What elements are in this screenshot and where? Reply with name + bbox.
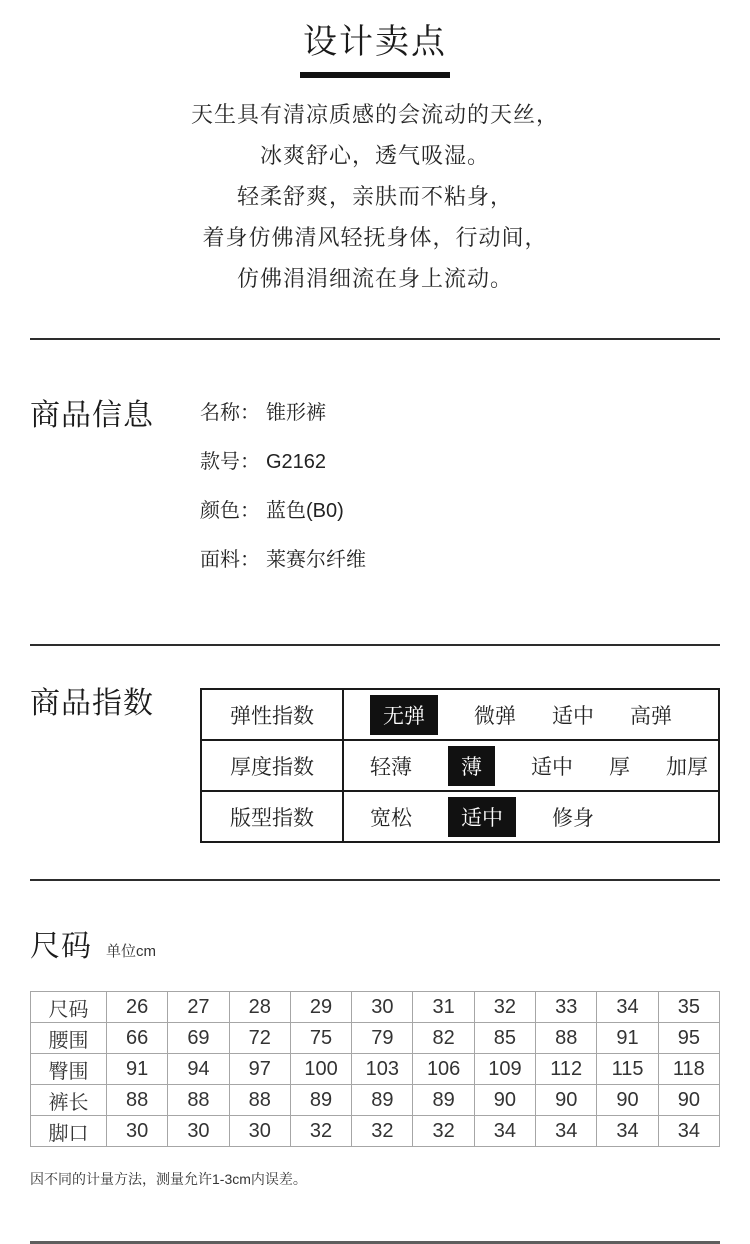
- size-cell: 31: [413, 992, 474, 1023]
- size-cell: 97: [229, 1054, 290, 1085]
- index-row-label: 版型指数: [202, 792, 344, 841]
- size-cell: 118: [658, 1054, 719, 1085]
- size-cell: 34: [597, 992, 658, 1023]
- index-row-elasticity: [202, 690, 718, 739]
- info-label: 名称：: [200, 402, 260, 424]
- product-info-section: [0, 340, 750, 598]
- size-cell: 79: [352, 1023, 413, 1054]
- selling-point-line: 轻柔舒爽，亲肤而不粘身，: [236, 184, 513, 209]
- size-cell: 89: [352, 1085, 413, 1116]
- size-row-label: 裤长: [31, 1085, 107, 1116]
- size-table-row: [31, 1054, 720, 1085]
- selling-points-section: [0, 0, 750, 299]
- size-table: [30, 991, 720, 1147]
- measurement-note: 因不同的计量方法，测量允许1-3cm内误差。: [30, 1171, 307, 1187]
- index-option: 修身: [552, 806, 594, 830]
- size-cell: 103: [352, 1054, 413, 1085]
- size-cell: 30: [229, 1116, 290, 1147]
- size-cell: 29: [290, 992, 351, 1023]
- index-options: [344, 792, 718, 841]
- size-cell: 34: [658, 1116, 719, 1147]
- size-cell: 100: [290, 1054, 351, 1085]
- info-item-style-no: [200, 451, 720, 473]
- size-cell: 82: [413, 1023, 474, 1054]
- size-cell: 72: [229, 1023, 290, 1054]
- product-index-title: 商品指数: [30, 687, 154, 720]
- index-row-label: 弹性指数: [202, 690, 344, 739]
- size-cell: 34: [597, 1116, 658, 1147]
- info-item-fabric: [200, 549, 720, 571]
- product-info-title: 商品信息: [30, 399, 154, 432]
- size-cell: 90: [474, 1085, 535, 1116]
- size-cell: 90: [536, 1085, 597, 1116]
- size-chart-header: [30, 921, 720, 965]
- index-option: 轻薄: [370, 755, 412, 779]
- size-cell: 106: [413, 1054, 474, 1085]
- index-option: 加厚: [666, 755, 708, 779]
- size-row-label: 臀围: [31, 1054, 107, 1085]
- size-cell: 32: [413, 1116, 474, 1147]
- size-table-row: [31, 992, 720, 1023]
- title-underline: [300, 72, 450, 78]
- info-label: 颜色：: [200, 500, 260, 522]
- selling-points-text: [0, 94, 750, 299]
- size-cell: 75: [290, 1023, 351, 1054]
- size-cell: 91: [597, 1023, 658, 1054]
- size-cell: 88: [107, 1085, 168, 1116]
- size-table-row: [31, 1085, 720, 1116]
- index-option: 适中: [531, 755, 573, 779]
- info-item-name: [200, 402, 720, 424]
- size-cell: 94: [168, 1054, 229, 1085]
- index-row-label: 厚度指数: [202, 741, 344, 790]
- size-chart-section: [0, 881, 750, 1189]
- size-cell: 88: [168, 1085, 229, 1116]
- index-option: 高弹: [630, 704, 672, 728]
- size-chart-title: 尺码: [30, 930, 92, 963]
- size-cell: 91: [107, 1054, 168, 1085]
- size-cell: 90: [597, 1085, 658, 1116]
- info-item-color: [200, 500, 720, 522]
- product-info-list: [200, 400, 720, 598]
- selling-point-line: 仿佛涓涓细流在身上流动。: [236, 266, 513, 291]
- index-option: 宽松: [370, 806, 412, 830]
- index-option: 薄: [448, 746, 495, 786]
- index-options: [344, 741, 718, 790]
- selling-point-line: 着身仿佛清风轻抚身体，行动间，: [202, 225, 548, 250]
- index-row-fit: [202, 790, 718, 841]
- index-options: [344, 690, 718, 739]
- size-cell: 30: [168, 1116, 229, 1147]
- size-table-row: [31, 1023, 720, 1054]
- size-cell: 85: [474, 1023, 535, 1054]
- info-value: 锥形裤: [266, 402, 326, 424]
- selling-point-line: 冰爽舒心，透气吸湿。: [259, 143, 490, 168]
- size-cell: 95: [658, 1023, 719, 1054]
- size-cell: 28: [229, 992, 290, 1023]
- size-cell: 69: [168, 1023, 229, 1054]
- info-value: 莱赛尔纤维: [266, 549, 366, 571]
- size-cell: 33: [536, 992, 597, 1023]
- size-cell: 89: [290, 1085, 351, 1116]
- info-value: 蓝色(B0): [266, 500, 344, 522]
- size-cell: 27: [168, 992, 229, 1023]
- index-option: 无弹: [370, 695, 438, 735]
- size-table-row: [31, 1116, 720, 1147]
- size-cell: 34: [474, 1116, 535, 1147]
- page-title: 设计卖点: [303, 23, 447, 61]
- size-row-label: 腰围: [31, 1023, 107, 1054]
- size-cell: 34: [536, 1116, 597, 1147]
- size-cell: 88: [229, 1085, 290, 1116]
- size-cell: 26: [107, 992, 168, 1023]
- index-option: 微弹: [474, 704, 516, 728]
- info-value: G2162: [266, 451, 327, 473]
- size-cell: 109: [474, 1054, 535, 1085]
- size-cell: 30: [352, 992, 413, 1023]
- size-cell: 32: [474, 992, 535, 1023]
- index-option: 适中: [552, 704, 594, 728]
- size-cell: 32: [290, 1116, 351, 1147]
- product-index-table: [200, 688, 720, 843]
- size-cell: 30: [107, 1116, 168, 1147]
- size-cell: 90: [658, 1085, 719, 1116]
- size-cell: 66: [107, 1023, 168, 1054]
- size-cell: 112: [536, 1054, 597, 1085]
- selling-point-line: 天生具有清凉质感的会流动的天丝，: [190, 102, 559, 127]
- size-row-label: 尺码: [31, 992, 107, 1023]
- size-chart-unit: 单位cm: [106, 943, 156, 960]
- size-row-label: 脚口: [31, 1116, 107, 1147]
- index-row-thickness: [202, 739, 718, 790]
- index-option: 厚: [609, 755, 630, 779]
- size-cell: 32: [352, 1116, 413, 1147]
- size-cell: 88: [536, 1023, 597, 1054]
- info-label: 款号：: [200, 451, 260, 473]
- size-cell: 35: [658, 992, 719, 1023]
- product-index-section: [0, 646, 750, 843]
- size-cell: 115: [597, 1054, 658, 1085]
- size-cell: 89: [413, 1085, 474, 1116]
- index-option: 适中: [448, 797, 516, 837]
- info-label: 面料：: [200, 549, 260, 571]
